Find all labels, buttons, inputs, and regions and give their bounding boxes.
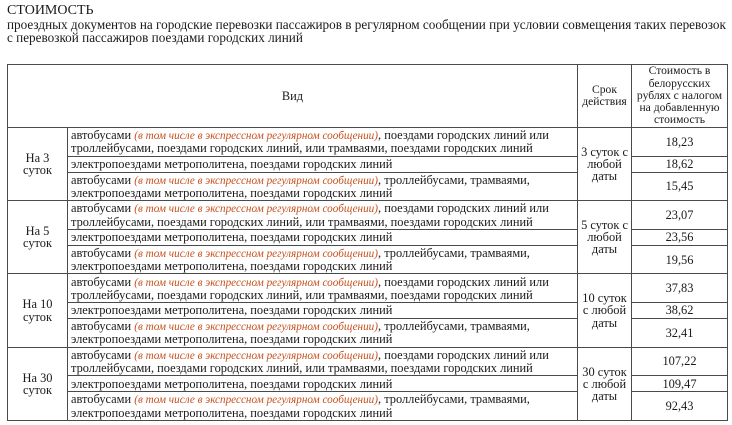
cost-cell: 18,23 <box>632 128 728 157</box>
transport-type-text: автобусами <box>71 274 135 289</box>
header-kind: Вид <box>8 65 578 128</box>
period-cell: На 10 суток <box>8 274 68 347</box>
period-cell: На 30 суток <box>8 347 68 420</box>
transport-type-cell <box>68 229 578 245</box>
transport-type-text: , поездами городских линий или троллейбусами, поездами городских линий, или трамваями, поездами городских линий <box>71 274 549 302</box>
transport-type-cell <box>68 156 578 172</box>
transport-type-text: автобусами <box>71 172 135 187</box>
transport-type-cell <box>68 245 578 274</box>
table-row <box>8 128 728 157</box>
transport-type-text: , троллейбусами, трамваями, электропоездами метрополитена, поездами городских линий <box>71 392 530 420</box>
cost-cell: 38,62 <box>632 303 728 319</box>
transport-type-text: автобусами <box>71 128 135 143</box>
cost-cell: 19,56 <box>632 245 728 274</box>
transport-type-text: электропоездами метрополитена, поездами городских линий <box>71 157 393 172</box>
period-cell: На 3 суток <box>8 128 68 201</box>
transport-type-text: , поездами городских линий или троллейбусами, поездами городских линий, или трамваями, поездами городских линий <box>71 347 549 376</box>
cost-cell: 107,22 <box>632 347 728 376</box>
cost-cell: 23,56 <box>632 229 728 245</box>
express-note: (в том числе в экспрессном регулярном сообщении) <box>134 321 378 334</box>
header-term: Срок действия <box>578 65 632 128</box>
transport-type-cell <box>68 392 578 421</box>
express-note: (в том числе в экспрессном регулярном сообщении) <box>134 203 378 216</box>
transport-type-cell <box>68 128 578 157</box>
cost-cell: 92,43 <box>632 392 728 421</box>
transport-type-text: электропоездами метрополитена, поездами городских линий <box>71 376 393 391</box>
transport-type-text: автобусами <box>71 347 135 362</box>
transport-type-text: , троллейбусами, трамваями, электропоездами метрополитена, поездами городских линий <box>71 172 530 200</box>
transport-type-cell <box>68 376 578 392</box>
term-cell: 5 суток с любой даты <box>578 201 632 274</box>
cost-cell: 32,41 <box>632 319 728 348</box>
transport-type-cell <box>68 274 578 303</box>
transport-type-text: автобусами <box>71 392 135 407</box>
transport-type-text: , поездами городских линий или троллейбусами, поездами городских линий, или трамваями, поездами городских линий <box>71 201 549 229</box>
express-note: (в том числе в экспрессном регулярном сообщении) <box>134 394 378 407</box>
period-cell: На 5 суток <box>8 201 68 274</box>
transport-type-text: , поездами городских линий или троллейбусами, поездами городских линий, или трамваями, поездами городских линий <box>71 128 549 156</box>
cost-cell: 37,83 <box>632 274 728 303</box>
transport-type-cell <box>68 303 578 319</box>
term-cell: 10 суток с любой даты <box>578 274 632 347</box>
express-note: (в том числе в экспрессном регулярном сообщении) <box>134 247 378 260</box>
transport-type-text: электропоездами метрополитена, поездами городских линий <box>71 230 393 245</box>
cost-cell: 109,47 <box>632 376 728 392</box>
transport-type-text: электропоездами метрополитена, поездами городских линий <box>71 303 393 318</box>
transport-type-text: , троллейбусами, трамваями, электропоездами метрополитена, поездами городских линий <box>71 319 530 347</box>
express-note: (в том числе в экспрессном регулярном сообщении) <box>134 276 378 289</box>
cost-cell: 23,07 <box>632 201 728 230</box>
transport-type-text: автобусами <box>71 319 135 334</box>
term-cell: 30 суток с любой даты <box>578 347 632 420</box>
cost-cell: 15,45 <box>632 172 728 201</box>
express-note: (в том числе в экспрессном регулярном сообщении) <box>134 174 378 187</box>
document-title: СТОИМОСТЬ <box>7 3 94 18</box>
table-row <box>8 347 728 376</box>
header-cost: Стоимость в белорусских рублях с налогом на добавленную стоимость <box>632 65 728 128</box>
transport-type-cell <box>68 172 578 201</box>
table-header-row <box>8 65 728 128</box>
express-note: (в том числе в экспрессном регулярном сообщении) <box>134 349 378 362</box>
express-note: (в том числе в экспрессном регулярном сообщении) <box>134 130 378 143</box>
transport-type-cell <box>68 347 578 376</box>
transport-type-text: автобусами <box>71 245 135 260</box>
transport-type-cell <box>68 319 578 348</box>
cost-cell: 18,62 <box>632 156 728 172</box>
transport-type-text: , троллейбусами, трамваями, электропоездами метрополитена, поездами городских линий <box>71 245 530 274</box>
document-subtitle: проездных документов на городские перевозки пассажиров в регулярном сообщении при условии совмещения таких перевозок с перевозкой пассажиров поездами городских линий <box>7 16 726 45</box>
transport-type-text: автобусами <box>71 201 135 216</box>
document-heading <box>7 4 727 45</box>
term-cell: 3 суток с любой даты <box>578 128 632 201</box>
price-table <box>7 64 728 421</box>
table-row <box>8 274 728 303</box>
transport-type-cell <box>68 201 578 230</box>
table-row <box>8 201 728 230</box>
table-body <box>8 128 728 421</box>
